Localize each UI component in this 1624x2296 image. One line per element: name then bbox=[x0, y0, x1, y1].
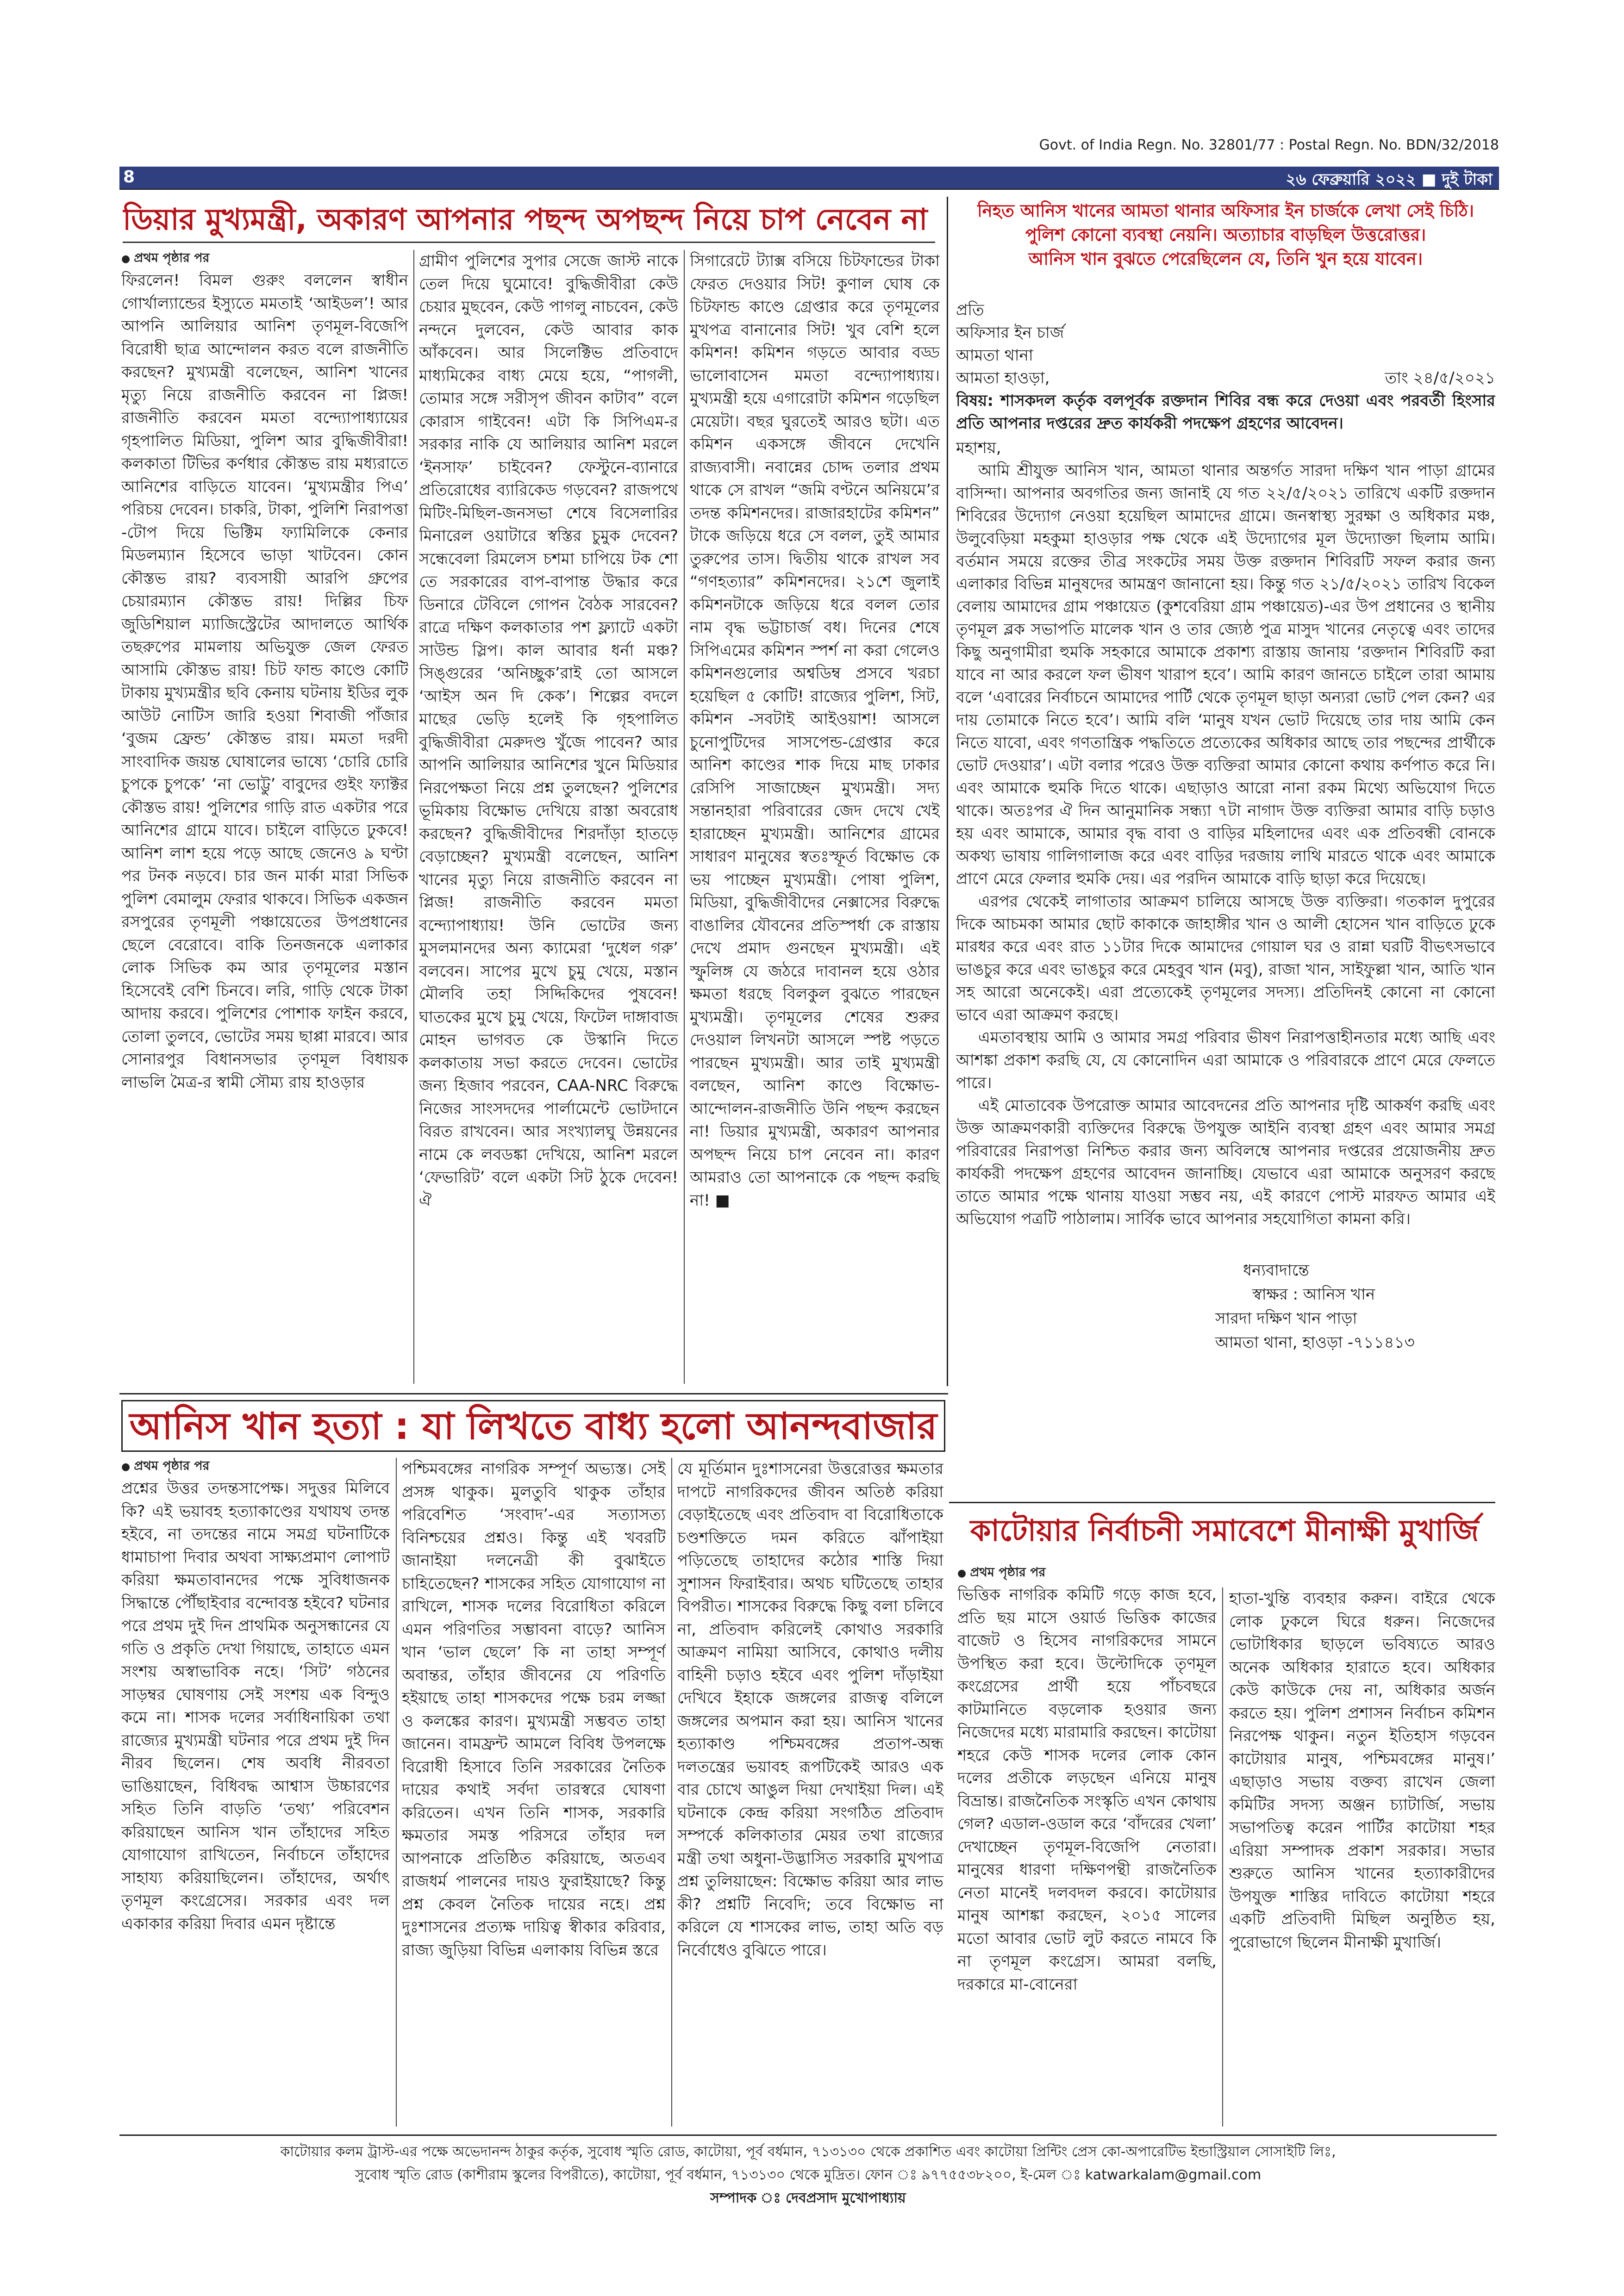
column-divider bbox=[396, 1458, 397, 2127]
letter-paragraph: এই মোতাবেক উপরোক্ত আমার আবেদনের প্রতি আপনার দৃষ্টি আকর্ষণ করছি এবং উক্ত আক্রমণকারী ব্যক্তিদের বিরুদ্ধে উপযুক্ত আইনি ব্যবস্থা গ্রহণ এবং আমার সমগ্র পরিবারের নিরাপত্তা নিশ্চিত করার জন্য অবিলম্বে আপনার দপ্তরের প্রয়োজনীয় দ্রুত কার্যকরী পদক্ষেপ গ্রহণের আবেদন জানাচ্ছি। যেভাবে এরা আমাকে অনুসরণ করছে তাতে আমার পক্ষে থানায় যাওয়া সম্ভব নয়, এই কারণে পোস্ট মারফত আমার এই অভিযোগ পত্রটি পাঠালাম। সার্বিক ভাবে আপনার সহযোগিতা কামনা করি। bbox=[956, 1096, 1495, 1228]
continuation-label: ● প্রথম পৃষ্ঠার পর bbox=[957, 1565, 1046, 1580]
article3-column-1 bbox=[957, 1564, 1217, 2129]
article1-col1-text: ফিরলেন! বিমল গুরুং বললেন স্বাধীন গোর্খাল্যান্ডের ইস্যুতে মমতাই ‘আইডল’! আর আপনি আলিয়ার আনিশ তৃণমূল-বিজেপি বিরোধী ছাত্র আন্দোলন করত বলে রাজনীতি করছেন? মুখ্যমন্ত্রী বলেছেন, আনিশ খানের মৃত্যু নিয়ে রাজনীতি করবেন না প্লিজ! রাজনীতি করবেন মমতা বন্দ্যোপাধ্যায়ের গৃহপালিত মিডিয়া, পুলিশ আর বুদ্ধিজীবীরা! কলকাতা টিভির কর্ণধার কৌস্তভ রায় মধ্যরাতে আনিশের বাড়িতে যাবেন। ‘মুখ্যমন্ত্রীর পিএ’ পরিচয় দেবেন। চাকরি, টাকা, পুলিশি নিরাপত্তা -টোপ দিয়ে ভিক্টিম ফ্যামিলিকে কেনার মিডলম্যান হিসেবে ভাড়া খাটবেন। কোন কৌস্তভ রায়? ব্যবসায়ী আরপি গ্রুপের চেয়ারম্যান কৌস্তভ রায়! দিল্লির চিফ জুডিশিয়াল ম্যাজিস্ট্রেটের আদালতে আর্থিক তছরুপের মামলায় অভিযুক্ত জেল ফেরত আসামি কৌস্তভ রায়! চিট ফান্ড কাণ্ডে কোটি টাকায় মুখ্যমন্ত্রীর ছবি কেনায় ঘটনায় ইডির লুক আউট নোটিস জারি হওয়া শিবাজী পাঁজার ‘বুজম ফ্রেন্ড’ কৌস্তভ রায়। মমতা দরদী সাংবাদিক জয়ন্ত ঘোষালের ভাষ্যে ‘চোরি চোরি চুপকে চুপকে’ ‘না ভোট্টু’ বাবুদের গুইং ফ্যাক্টর কৌস্তভ রায়! পুলিশের গাড়ি রাত একটার পরে আনিশের গ্রামে যাবে। চাইলে বাড়িতে ঢুকবে! আনিশ লাশ হয়ে পড়ে আছে জেনেও ৯ ঘণ্টা পর টনক নড়বে। চার জন মার্কা মারা সিভিক পুলিশ বেমালুম ফেরার থাকবে। সিভিক একজন রসপুরের তৃণমূলী পঞ্চায়েতের উপপ্রধানের ছেলে বেরোবে। বাকি তিনজনকে এলাকার লোক সিভিক কম আর তৃণমূলের মস্তান হিসেবেই বেশি চিনবে। লরি, গাড়ি থেকে টাকা আদায় করবে। পুলিশের পোশাক ফাইন করবে, তোলা তুলবে, ভোটের সময় ছাপ্পা মারবে। আর সোনারপুর বিধানসভার তৃণমূল বিধায়ক লাভলি মৈত্র-র স্বামী সৌম্য রায় হাওড়ার bbox=[121, 271, 408, 1092]
letter-subject: বিষয়: শাসকদল কর্তৃক বলপূর্বক রক্তদান শিবির বন্ধ করে দেওয়া এবং পরবর্তী হিংসার প্রতি আপনার দপ্তরের দ্রুত কার্যকরী পদক্ষেপ গ্রহণের আবেদন। bbox=[956, 392, 1495, 433]
letter-address: সারদা দক্ষিণ খান পাড়া bbox=[1215, 1309, 1357, 1328]
registration-line: Govt. of India Regn. No. 32801/77 : Postal Regn. No. BDN/32/2018 bbox=[1039, 137, 1499, 153]
article3-col1-text: ভিত্তিক নাগরিক কমিটি গড়ে কাজ হবে, প্রতি ছয় মাসে ওয়ার্ড ভিত্তিক কাজের বাজেট ও হিসেব নাগরিকদের সামনে উপস্থিত করা হবে। উল্টোদিকে তৃণমূল কংগ্রেসের প্রার্থী হয়ে পাঁচবছরে কাটমানিতে বড়লোক হওয়ার জন্য নিজেদের মধ্যে মারামারি করছেন। কাটোয়া শহরে কেউ শাসক দলের লোক কোন দলের প্রতীকে লড়ছেন এনিয়ে মানুষ বিভ্রান্ত। রাজনৈতিক সংস্কৃতি এখন কোথায় গেল? এডাল-ওডাল করে ‘বাঁদরের খেলা’ দেখাচ্ছেন তৃণমূল-বিজেপি নেতারা। মানুষের ধারণা দক্ষিণপন্থী রাজনৈতিক নেতা মানেই দলবদল করবে। কাটোয়ার মানুষ আশঙ্কা করছেন, ২০১৫ সালের মতো আবার ভোট লুট করতে নামবে কি না তৃণমূল কংগ্রেস। আমরা বলছি, দরকারে মা-বোনেরা bbox=[957, 1586, 1217, 1994]
column-divider bbox=[671, 1458, 672, 2127]
column-divider bbox=[413, 250, 414, 1384]
article1-headline: ডিয়ার মুখ্যমন্ত্রী, অকারণ আপনার পছন্দ অপছন্দ নিয়ে চাপ নেবেন না bbox=[123, 200, 935, 243]
letter-red-line-2: পুলিশ কোনো ব্যবস্থা নেয়নি। অত্যাচার বাড়ছিল উত্তরোত্তর। bbox=[1025, 225, 1426, 245]
letter-red-line-3: আনিস খান বুঝতে পেরেছিলেন যে, তিনি খুন হয়ে যাবেন। bbox=[1028, 249, 1423, 269]
letter-to-line: আমতা থানা bbox=[956, 346, 1033, 365]
article1-col3-text: সিগারেটে ট্যাক্স বসিয়ে চিটফান্ডের টাকা ফেরত দেওয়ার সিট! কুণাল ঘোষ কে চিটফান্ড কাণ্ডে গ্রেপ্তার করে তৃণমূলের মুখপত্র বানানোর সিট! খুব বেশি হলে কমিশন! কমিশন গড়তে আবার বড্ড ভালোবাসেন মমতা বন্দ্যোপাধ্যায়। মুখ্যমন্ত্রী হয়ে এগারোটা কমিশন গড়েছিল মেয়েটা। বছর ঘুরতেই আরও ছটা। এত কমিশন একসঙ্গে জীবনে দেখেনি রাজ্যবাসী। নবান্নের চোদ্দ তলার প্রথম থাকে সে রাখল “জমি বণ্টনে অনিয়মে’র তদন্ত কমিশনদের। রাজারহাটের কমিশন” টাকে জড়িয়ে ধরে সে বলল, তুই আমার তুরুপের তাস। দ্বিতীয় থাকে রাখল সব “গণহত্যার” কমিশনদের। ২১শে জুলাই কমিশনটাকে জড়িয়ে ধরে বলল তোর নাম বৃদ্ধ ভট্টাচার্জ বধ। দিনের শেষে সিপিএমের কমিশন স্পর্শ না করা গেলেও কমিশনগুলোর অশ্বডিম্ব প্রসবে খরচা হয়েছিল ৫ কোটি! রাজ্যের পুলিশ, সিট, কমিশন -সবটাই আইওয়াশ! আসলে চুনোপুটিদের সাসপেন্ড-গ্রেপ্তার করে আনিশ কাণ্ডের শাক দিয়ে মাছ ঢাকার রেসিপি সাজাচ্ছেন মুখ্যমন্ত্রী। সদ্য সন্তানহারা পরিবারের জেদ দেখে খেই হারাচ্ছেন মুখ্যমন্ত্রী। আনিশের গ্রামের সাধারণ মানুষের স্বতঃস্ফূর্ত বিক্ষোভ কে ভয় পাচ্ছেন মুখ্যমন্ত্রী। পোষা পুলিশ, মিডিয়া, বুদ্ধিজীবীদের নেক্সাসের বিরুদ্ধে বাঙালির যৌবনের প্রতিস্পর্ধা কে রাস্তায় দেখে প্রমাদ গুনছেন মুখ্যমন্ত্রী। এই স্ফুলিঙ্গ যে জঠরে দাবানল হয়ে ওঠার ক্ষমতা ধরছে বিলকুল বুঝতে পারছেন মুখ্যমন্ত্রী। তৃণমূলের শেষের শুরুর দেওয়াল লিখনটা আসলে স্পষ্ট পড়তে পারছেন মুখ্যমন্ত্রী। আর তাই মুখ্যমন্ত্রী বলছেন, আনিশ কাণ্ডে বিক্ষোভ-আন্দোলন-রাজনীতি উনি পছন্দ করছেন না! ডিয়ার মুখ্যমন্ত্রী, অকারণ আপনার অপছন্দ নিয়ে চাপ নেবেন না। কারণ আমরাও তো আপনাকে কে পছন্দ করছি না! ■ bbox=[690, 252, 940, 1210]
letter-address: আমতা থানা, হাওড়া -৭১১৪১৩ bbox=[1215, 1333, 1415, 1352]
letter-date: তাং ২৪/৫/২০২১ bbox=[1385, 369, 1495, 387]
letter-to-line: আমতা হাওড়া, bbox=[956, 369, 1050, 387]
article2-col2-text: পশ্চিমবঙ্গের নাগরিক সম্পূর্ণ অভ্যস্ত। সেই প্রসঙ্গ থাকুক। মুলতুবি থাকুক তাঁহার পরিবেশিত ‘সংবাদ’-এর সত্যাসত্য বিনিশ্চয়ের প্রশ্নও। কিন্তু এই খবরটি জানাইয়া দলনেত্রী কী বুঝাইতে চাহিতেছেন? শাসকের সহিত যোগাযোগ না রাখিলে, শাসক দলের বিরোধিতা করিলে এমন পরিণতির সম্ভাবনা বাড়ে? আনিস খান ‘ভাল ছেলে’ কি না তাহা সম্পূর্ণ অবান্তর, তাঁহার জীবনের যে পরিণতি হইয়াছে তাহা শাসকদের পক্ষে চরম লজ্জা ও কলঙ্কের কারণ। মুখ্যমন্ত্রী সম্ভবত তাহা জানেন। বামফ্রন্ট আমলে বিবিধ উপলক্ষে বিরোধী হিসাবে তিনি সরকারের নৈতিক দায়ের কথাই সর্বদা তারস্বরে ঘোষণা করিতেন। এখন তিনি শাসক, সরকারি ক্ষমতার সমস্ত পরিসরে তাঁহার দল আপনাকে প্রতিষ্ঠিত করিয়াছে, অতএব রাজধর্ম পালনের দায়ও ফুরাইয়াছে? কিন্তু প্রশ্ন কেবল নৈতিক দায়ের নহে। প্রশ্ন দুঃশাসনের প্রত্যক্ষ দায়িত্ব স্বীকার করিবার, রাজ্য জুড়িয়া বিভিন্ন এলাকায় বিভিন্ন স্তরে bbox=[402, 1460, 666, 1960]
letter-box bbox=[956, 199, 1495, 1402]
section-divider bbox=[947, 197, 948, 1386]
article1-column-1 bbox=[121, 250, 408, 1386]
masthead-bar bbox=[119, 167, 1499, 190]
letter-signature: স্বাক্ষর : আনিস খান bbox=[1252, 1285, 1375, 1304]
article3-headline: কাটোয়ার নির্বাচনী সমাবেশে মীনাক্ষী মুখার্জি bbox=[970, 1514, 1479, 1548]
letter-intro bbox=[956, 199, 1495, 271]
footer-publisher-line: কাটোয়ার কলম ট্রাস্ট-এর পক্ষে অভেদানন্দ ঠাকুর কর্তৃক, সুবোধ স্মৃতি রোড, কাটোয়া, পূর্ব বর্ধমান, ৭১৩১৩০ থেকে প্রকাশিত এবং কাটোয়া প্রিন্টিং প্রেস কো-অপারেটিভ ইন্ডাস্ট্রিয়াল সোসাইটি লিঃ, bbox=[280, 2144, 1336, 2160]
letter-to-line: অফিসার ইন চার্জ bbox=[956, 324, 1064, 342]
article2-column-2 bbox=[402, 1458, 666, 2129]
footer bbox=[119, 2140, 1497, 2210]
article3-column-2 bbox=[1229, 1587, 1495, 2129]
letter-address-row bbox=[956, 367, 1495, 390]
article2-headline: আনিস খান হত্যা : যা লিখতে বাধ্য হলো আনন্দবাজার bbox=[121, 1400, 945, 1452]
article1-col2-text: গ্রামীণ পুলিশের সুপার সেজে জাস্ট নাকে তেল দিয়ে ঘুমোবে! বুদ্ধিজীবীরা কেউ চেয়ার মুছবেন, কেউ পাগলু নাচবেন, কেউ নন্দনে দুলবেন, কেউ আবার কাক আঁকবেন। আর সিলেক্টিভ প্রতিবাদে মাধ্যমিকের বাধ্য মেয়ে হয়ে, “পাগলী, তোমার সঙ্গে সরীসৃপ জীবন কাটাব” বলে কোরাস গাইবেন! এটা কি সিপিএম-র সরকার নাকি যে আলিয়ার আনিশ মরলে ‘ইনসাফ’ চাইবেন? ফেস্টুনে-ব্যানারে প্রতিরোধের ব্যারিকেড গড়বেন? রাজপথে মিটিং-মিছিল-জনসভা শেষে বিসেলারির মিনারেল ওয়াটারে স্বস্তির চুমুক দেবেন? সন্ধেবেলা রিমলেস চশমা চাপিয়ে টক শো তে সরকারের বাপ-বাপান্ত উদ্ধার করে ডিনারে টেবিলে গোপন বৈঠক সারবেন? রাত্রে দক্ষিণ কলকাতার পশ ফ্ল্যাটে একটা সাউন্ড স্লিপ। কাল আবার ধর্না মঞ্চ? সিঙ্গুরের ‘অনিচ্ছুক’রাই তো আসলে ‘আইস অন দি কেক’। শিল্পের বদলে মাছের ভেড়ি হলেই কি গৃহপালিত বুদ্ধিজীবীরা মেরুদণ্ড খুঁজে পাবেন? আর আপনি আলিয়ার আনিশের খুনে মিডিয়ার নিরপেক্ষতা নিয়ে প্রশ্ন তুলছেন? পুলিশের ভূমিকায় বিক্ষোভ দেখিয়ে রাস্তা অবরোধ করছেন? বুদ্ধিজীবীদের শিরদাঁড়া হাতড়ে বেড়াচ্ছেন? মুখ্যমন্ত্রী বলেছেন, আনিশ খানের মৃত্যু নিয়ে রাজনীতি করবেন না প্লিজ! রাজনীতি করবেন মমতা বন্দ্যোপাধ্যায়! উনি ভোটের জন্য মুসলমানদের অন্য ক্যামেরা ‘দুধেল গরু’ বলবেন। সাপের মুখে চুমু খেয়ে, মস্তান মৌলবি তহা সিদ্দিকিদের পুষবেন! ঘাতকের মুখে চুমু খেয়ে, ফিটেল দাঙ্গাবাজ মোহন ভাগবত কে উস্কানি দিতে কলকাতায় সভা করতে দেবেন। ভোটের জন্য হিজাব পরবেন, CAA-NRC বিরুদ্ধে নিজের সাংসদদের পার্লামেন্টে ভোটদানে বিরত রাখবেন। আর সংখ্যালঘু উন্নয়নের নামে কে লবডঙ্কা দেখিয়ে, আনিশ মরলে ‘ফেভারিট’ বলে একটা সিট ঠুকে দেবেন! ঐ bbox=[419, 252, 678, 1210]
article2-col1-text: প্রশ্নের উত্তর তদন্তসাপেক্ষ। সদুত্তর মিলিবে কি? এই ভয়াবহ হত্যাকাণ্ডের যথাযথ তদন্ত হইবে, না তদন্তের নামে সমগ্র ঘটনাটিকে ধামাচাপা দিবার অথবা সাক্ষ্যপ্রমাণ লোপাট করিয়া ক্ষমতাবানদের পক্ষে সুবিধাজনক সিদ্ধান্তে পৌঁছাইবার বন্দোবস্ত হইবে? ঘটনার পরে প্রথম দুই দিন প্রাথমিক অনুসন্ধানের যে গতি ও প্রকৃতি দেখা গিয়াছে, তাহাতে এমন সংশয় অস্বাভাবিক নহে। ‘সিট’ গঠনের সাড়ম্বর ঘোষণায় সেই সংশয় এক বিন্দুও কমে না। শাসক দলের সর্বাধিনায়িকা তথা রাজ্যের মুখ্যমন্ত্রী ঘটনার পরে প্রথম দুই দিন নীরব ছিলেন। শেষ অবধি নীরবতা ভাঙিয়াছেন, বিধিবদ্ধ আশ্বাস উচ্চারণের সহিত তিনি বাড়তি ‘তথ্য’ পরিবেশন করিয়াছেন আনিস খান তাঁহাদের সহিত যোগাযোগ রাখিতেন, নির্বাচনে তাঁহাদের সাহায্য করিয়াছিলেন। তাঁহাদের, অর্থাৎ তৃণমূল কংগ্রেসের। সরকার এবং দল একাকার করিয়া দিবার এমন দৃষ্টান্তে bbox=[121, 1479, 390, 1933]
section-rule bbox=[949, 1502, 1495, 1503]
section-rule bbox=[119, 1393, 948, 1394]
continuation-label: ● প্রথম পৃষ্ঠার পর bbox=[121, 1459, 210, 1473]
article2-col3-text: যে মূর্তিমান দুঃশাসনেরা উত্তরোত্তর ক্ষমতার দাপটে নাগরিকদের জীবন অতিষ্ঠ করিয়া বেড়াইতেছে এবং প্রতিবাদ বা বিরোধিতাকে চণ্ডশক্তিতে দমন করিতে ঝাঁপাইয়া পড়িতেছে তাহাদের কঠোর শাস্তি দিয়া সুশাসন ফিরাইবার। অথচ ঘটিতেছে তাহার বিপরীত। শাসকের বিরুদ্ধে কিছু বলা চলিবে না, প্রতিবাদ করিলেই কোথাও সরকারি আক্রমণ নামিয়া আসিবে, কোথাও দলীয় বাহিনী চড়াও হইবে এবং পুলিশ দাঁড়াইয়া দেখিবে ইহাকে জঙ্গলের রাজত্ব বলিলে জঙ্গলের অপমান করা হয়। আনিস খানের হত্যাকাণ্ড পশ্চিমবঙ্গের প্রতাপ-অন্ধ দলতন্ত্রের ভয়াবহ রূপটিকেই আরও এক বার চোখে আঙুল দিয়া দেখাইয়া দিল। এই ঘটনাকে কেন্দ্র করিয়া সংগঠিত প্রতিবাদ সম্পর্কে কলিকাতার মেয়র তথা রাজ্যের মন্ত্রী তথা অধুনা-উদ্ভাসিত সরকারি মুখপাত্র প্রশ্ন তুলিয়াছেন: বিক্ষোভ করিয়া আর লাভ কী? প্রশ্নটি নিবেদি; তবে বিক্ষোভ না করিলে যে শাসকের লাভ, তাহা অতি বড় নির্বোধেও বুঝিতে পারে। bbox=[677, 1460, 943, 1960]
letter-red-line-1: নিহত আনিস খানের আমতা থানার অফিসার ইন চার্জকে লেখা সেই চিঠি। bbox=[977, 201, 1474, 221]
letter-signoff bbox=[1215, 1258, 1495, 1355]
footer-printer-line: সুবোধ স্মৃতি রোড (কাশীরাম স্কুলের বিপরীতে), কাটোয়া, পূর্ব বর্ধমান, ৭১৩১৩০ থেকে মুদ্রিত। ফোন ঃ ৯৭৭৫৫৩৮২০০, ই-মেল ঃ katwarkalam@gmail.com bbox=[355, 2167, 1262, 2183]
page-number: 8 bbox=[123, 168, 135, 187]
column-divider bbox=[1222, 1587, 1223, 2127]
article3-col2-text: হাতা-খুন্তি ব্যবহার করুন। বাইরে থেকে লোক ঢুকলে ঘিরে ধরুন। নিজেদের ভোটাধিকার ছাড়লে ভবিষ্যতে আরও অনেক অধিকার হারাতে হবে। অধিকার কেউ কাউকে দেয় না, অধিকার অর্জন করতে হয়। পুলিশ প্রশাসন নির্বাচন কমিশন নিরপেক্ষ থাকুন। নতুন ইতিহাস গড়বেন কাটোয়ার মানুষ, পশ্চিমবঙ্গের মানুষ।’ এছাড়াও সভায় বক্তব্য রাখেন জেলা কমিটির সদস্য অঞ্জন চ্যাটার্জি, সভায় সভাপতিত্ব করেন পার্টির কাটোয়া শহর এরিয়া সম্পাদক প্রকাশ সরকার। সভার শুরুতে আনিস খানের হত্যাকারীদের উপযুক্ত শাস্তির দাবিতে কাটোয়া শহরে একটি প্রতিবাদী মিছিল অনুষ্ঠিত হয়, পুরোভাগে ছিলেন মীনাক্ষী মুখার্জি। bbox=[1229, 1589, 1495, 1952]
column-divider bbox=[684, 250, 685, 1384]
letter-thanks: ধন্যবাদান্তে bbox=[1243, 1261, 1309, 1280]
footer-rule bbox=[119, 2134, 1497, 2136]
article2-column-1 bbox=[121, 1458, 390, 2129]
letter-to-line: প্রতি bbox=[956, 301, 984, 319]
article1-column-3 bbox=[690, 250, 940, 1386]
letter-salutation: মহাশয়, bbox=[956, 439, 1001, 457]
article1-column-2 bbox=[419, 250, 678, 1386]
letter-paragraph: এমতাবস্থায় আমি ও আমার সমগ্র পরিবার ভীষণ নিরাপত্তাহীনতার মধ্যে আছি এবং আশঙ্কা প্রকাশ করছি যে, যে কোনোদিন এরা আমাকে ও পরিবারকে প্রাণে মেরে ফেলতে পারে। bbox=[956, 1028, 1495, 1092]
letter-paragraph: এরপর থেকেই লাগাতার আক্রমণ চালিয়ে আসছে উক্ত ব্যক্তিরা। গতকাল দুপুরের দিকে আচমকা আমার ছোট কাকাকে জাহাঙ্গীর খান ও আলী হোসেন খান বাড়িতে ঢুকে মারধর করে এবং রাত ১১টার দিকে আমাদের গোয়াল ঘর ও রান্না ঘরটি বীভৎসভাবে ভাঙচুর করে এবং ভাঙচুর করে মেহবুব খান (মবু), রাজা খান, সাইফুল্লা খান, আতি খান সহ আরো অনেকেই। এরা প্রত্যেকেই তৃণমূলের সদস্য। প্রতিদিনই কোনো না কোনো ভাবে এরা আক্রমণ করছে। bbox=[956, 892, 1495, 1024]
footer-editor: সম্পাদক ঃ দেবপ্রসাদ মুখোপাধ্যায় bbox=[710, 2190, 906, 2206]
continuation-label: ● প্রথম পৃষ্ঠার পর bbox=[121, 251, 210, 265]
date-price: ২৬ ফেব্রুয়ারি ২০২২ ■ দুই টাকা bbox=[1286, 170, 1493, 189]
article2-column-3 bbox=[677, 1458, 943, 2129]
letter-paragraph: আমি শ্রীযুক্ত আনিস খান, আমতা থানার অন্তর্গত সারদা দক্ষিণ খান পাড়া গ্রামের বাসিন্দা। আপনার অবগতির জন্য জানাই যে গত ২২/৫/২০২১ তারিখে একটি রক্তদান শিবিরের উদ্যোগ নেওয়া হয়েছিল আমাদের গ্রামে। জনস্বাস্থ্য সুরক্ষা ও অধিকার মঞ্চ, উলুবেড়িয়া মহকুমা হাওড়ার পক্ষ থেকে এই উদ্যোগের মূল উদ্যোক্তা ছিলাম আমি। বর্তমান সময়ে রক্তের তীব্র সংকটের সময় উক্ত রক্তদান শিবিরটি সফল করার জন্য এলাকার বিভিন্ন মানুষদের আমন্ত্রণ জানানো হয়। কিন্তু গত ২১/৫/২০২১ তারিখ বিকেল বেলায় আমাদের গ্রাম পঞ্চায়েত (কুশবেরিয়া গ্রাম পঞ্চায়েত)-এর উপ প্রধানের ও স্থানীয় তৃণমূল ব্লক সভাপতি মালেক খান ও তার জ্যেষ্ঠ পুত্র মাসুদ খানের নেতৃত্বে এবং তাদের কিছু অনুগামীরা হুমকি সহকারে আমাকে প্রকাশ্য রাস্তায় জানায় ‘রক্তদান শিবিরটি করা যাবে না আর করলে ফল ভীষণ খারাপ হবে’। আমি কারণ জানতে চাইলে তারা আমায় বলে ‘এবারের নির্বাচনে আমাদের পার্টি থেকে তৃণমূল ছাড়া অন্যরা ভোট পেল কেন? এর দায় তোমাকে নিতে হবে’। আমি বলি ‘মানুষ যখন ভোট দিয়েছে তার দায় আমি কেন নিতে যাবো, এবং গণতান্ত্রিক পদ্ধতিতে প্রত্যেকের অধিকার আছে তার পছন্দের প্রার্থীকে ভোট দেওয়ার’। এটা বলার পরেও উক্ত ব্যক্তিরা আমার কোনো কথায় কর্ণপাত করে নি। এবং আমাকে হুমকি দিতে থাকে। এছাড়াও আরো নানা রকম মিথ্যে অভিযোগ দিতে থাকে। অতঃপর ঐ দিন আনুমানিক সন্ধ্যা ৭টা নাগাদ উক্ত ব্যক্তিরা আমার বাড়ি চড়াও হয় এবং আমাকে, আমার বৃদ্ধ বাবা ও বাড়ির মহিলাদের এবং এক প্রতিবন্ধী বোনকে অকথ্য ভাষায় গালিগালাজ করে এবং বাড়ির দরজায় লাথি মারতে থাকে এবং আমাকে প্রাণে মেরে ফেলার হুমকি দেয়। এর পরদিন আমাকে বাড়ি ছাড়া করে দিয়েছে। bbox=[956, 461, 1495, 888]
